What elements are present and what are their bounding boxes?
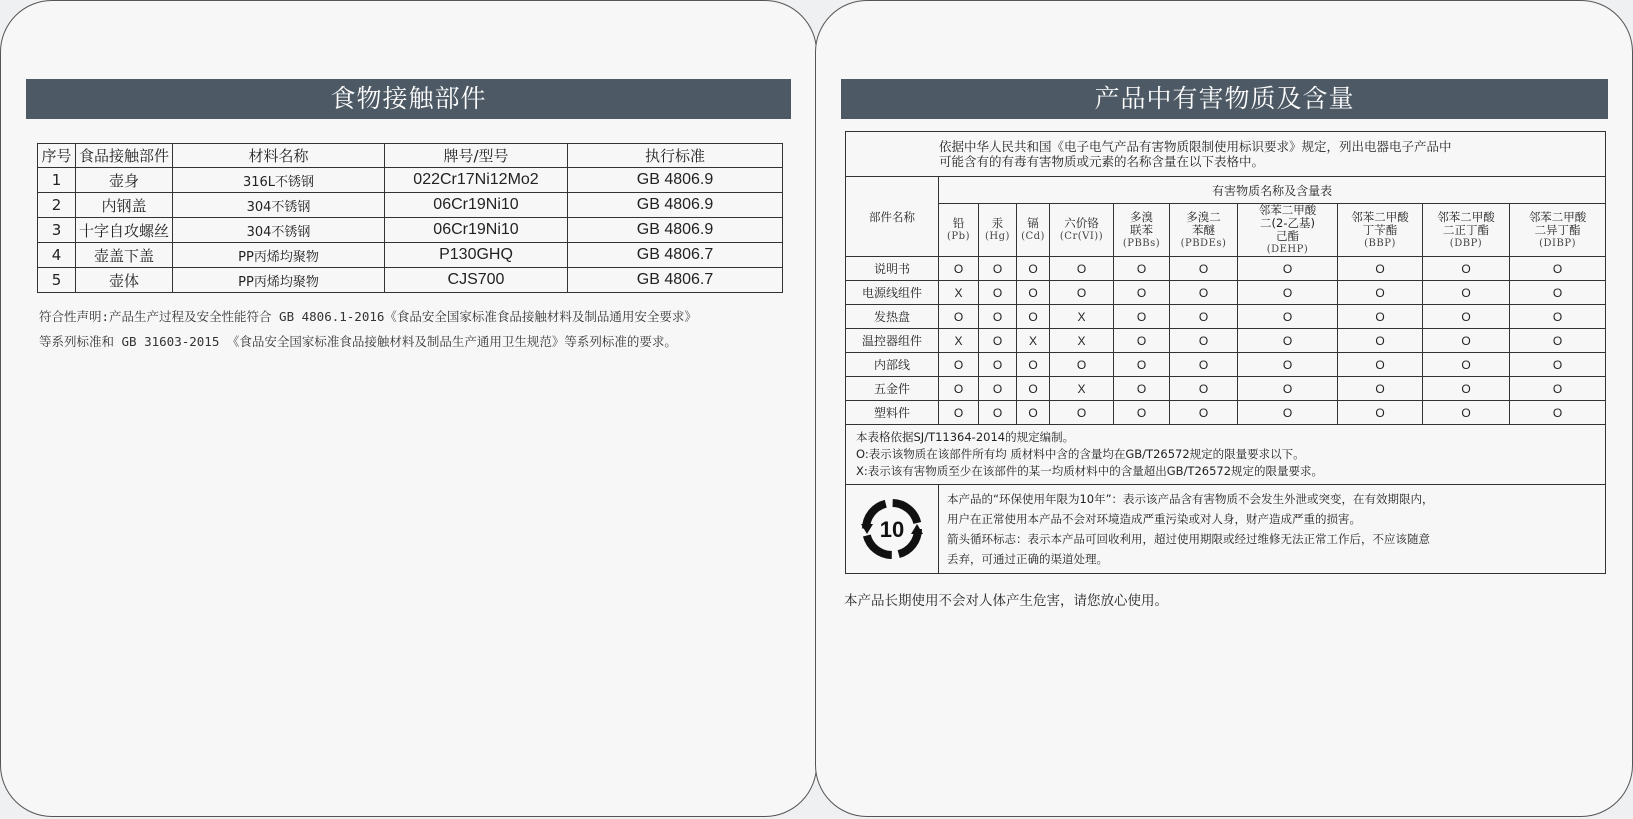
row-standard: GB 4806.7 bbox=[568, 268, 783, 293]
table-row bbox=[846, 353, 1606, 377]
substance-mark: O bbox=[1338, 257, 1423, 281]
substance-header bbox=[1050, 204, 1114, 257]
substance-mark: O bbox=[979, 329, 1017, 353]
substance-name: 六价铬 bbox=[1064, 216, 1099, 230]
substance-name: 镉 bbox=[1027, 216, 1039, 230]
table-row bbox=[846, 257, 1606, 281]
substance-mark: O bbox=[1338, 401, 1423, 425]
epup-logo-cell bbox=[846, 485, 939, 574]
table-row bbox=[846, 401, 1606, 425]
note-line: 本表格依据SJ/T11364-2014的规定编制。 bbox=[856, 430, 1075, 444]
row-part: 十字自攻螺丝 bbox=[76, 218, 173, 243]
substance-mark: O bbox=[1050, 257, 1114, 281]
substance-mark: O bbox=[1510, 401, 1606, 425]
epup-line: 用户在正常使用本产品不会对环境造成严重污染或对人身，财产造成严重的损害。 bbox=[947, 512, 1361, 526]
substance-name: 多溴二 苯醚 bbox=[1186, 209, 1221, 237]
substance-name: 汞 bbox=[991, 216, 1004, 230]
table-row bbox=[846, 305, 1606, 329]
col-header-grade: 牌号/型号 bbox=[385, 144, 568, 168]
intro-line: 依据中华人民共和国《电子电气产品有害物质限制使用标识要求》规定，列出电器电子产品中 bbox=[939, 139, 1452, 154]
part-name: 五金件 bbox=[846, 377, 939, 401]
substance-symbol: (Pb) bbox=[947, 231, 970, 242]
substance-mark: O bbox=[1238, 329, 1338, 353]
compliance-line: 符合性声明:产品生产过程及安全性能符合 GB 4806.1-2016《食品安全国家标准食品接触材料及制品通用安全要求》 bbox=[39, 309, 697, 324]
row-grade: 06Cr19Ni10 bbox=[385, 218, 568, 243]
substance-mark: O bbox=[1170, 281, 1238, 305]
row-index: 5 bbox=[38, 268, 76, 293]
food-contact-table bbox=[37, 143, 783, 293]
substance-mark: O bbox=[1423, 353, 1510, 377]
substance-header bbox=[1423, 204, 1510, 257]
substance-header bbox=[979, 204, 1017, 257]
table-row bbox=[846, 281, 1606, 305]
substance-mark: O bbox=[1170, 401, 1238, 425]
substance-mark: O bbox=[1114, 257, 1170, 281]
food-contact-title: 食物接触部件 bbox=[26, 79, 791, 119]
row-index: 4 bbox=[38, 243, 76, 268]
substance-mark: O bbox=[1423, 281, 1510, 305]
substance-symbol: (Hg) bbox=[985, 231, 1010, 242]
table-row bbox=[38, 268, 783, 293]
substance-header bbox=[1114, 204, 1170, 257]
substance-name: 邻苯二甲酸 二异丁酯 bbox=[1528, 209, 1587, 237]
substance-mark: O bbox=[1338, 305, 1423, 329]
substance-mark: O bbox=[939, 305, 979, 329]
substance-mark: O bbox=[1170, 353, 1238, 377]
substance-mark: O bbox=[1114, 281, 1170, 305]
substance-symbol: (BBP) bbox=[1364, 237, 1396, 249]
substance-header bbox=[1170, 204, 1238, 257]
substance-mark: O bbox=[979, 401, 1017, 425]
substance-group-header: 有害物质名称及含量表 bbox=[939, 177, 1606, 204]
row-part: 壶体 bbox=[76, 268, 173, 293]
substance-header bbox=[1017, 204, 1050, 257]
table-row bbox=[38, 168, 783, 193]
row-grade: 022Cr17Ni12Mo2 bbox=[385, 168, 568, 193]
table-row bbox=[38, 243, 783, 268]
substance-mark: O bbox=[1238, 257, 1338, 281]
col-header-material: 材料名称 bbox=[173, 144, 385, 168]
substance-symbol: (DEHP) bbox=[1266, 244, 1309, 255]
substance-mark: O bbox=[1238, 305, 1338, 329]
substance-header bbox=[1510, 204, 1606, 257]
compliance-line: 等系列标准和 GB 31603-2015 《食品安全国家标准食品接触材料及制品生产通用卫生规范》等系列标准的要求。 bbox=[39, 334, 677, 349]
substance-mark: O bbox=[1017, 281, 1050, 305]
right-panel bbox=[815, 0, 1633, 817]
row-material: 304不锈钢 bbox=[173, 218, 385, 243]
substance-header-row bbox=[846, 204, 1606, 257]
substance-mark: O bbox=[1050, 353, 1114, 377]
substance-mark: O bbox=[1423, 305, 1510, 329]
epup-line: 箭头循环标志：表示本产品可回收利用，超过使用期限或经过维修无法正常工作后，不应该随意 bbox=[947, 532, 1430, 546]
row-standard: GB 4806.9 bbox=[568, 168, 783, 193]
note-line: O:表示该物质在该部件所有均 质材料中含的含量均在GB/T26572规定的限量要求以下。 bbox=[856, 447, 1305, 461]
intro-line: 可能含有的有毒有害物质或元素的名称含量在以下表格中。 bbox=[939, 154, 1265, 169]
row-part: 壶盖下盖 bbox=[76, 243, 173, 268]
part-name: 电源线组件 bbox=[846, 281, 939, 305]
substance-mark: O bbox=[1338, 377, 1423, 401]
intro-text bbox=[846, 132, 1606, 177]
substance-mark: O bbox=[979, 281, 1017, 305]
table-header-row bbox=[38, 144, 783, 168]
col-header-part: 食品接触部件 bbox=[76, 144, 173, 168]
compliance-statement bbox=[39, 304, 799, 354]
substance-mark: O bbox=[939, 257, 979, 281]
substance-mark: O bbox=[1050, 281, 1114, 305]
col-header-standard: 执行标准 bbox=[568, 144, 783, 168]
substance-symbol: (Cd) bbox=[1021, 231, 1045, 242]
substance-name: 邻苯二甲酸 二正丁酯 bbox=[1437, 209, 1495, 237]
substance-mark: O bbox=[1423, 401, 1510, 425]
row-material: 304不锈钢 bbox=[173, 193, 385, 218]
notes-cell bbox=[846, 425, 1606, 485]
recycle-10-icon bbox=[855, 492, 929, 566]
row-standard: GB 4806.7 bbox=[568, 243, 783, 268]
substance-mark: O bbox=[1050, 401, 1114, 425]
substance-mark: O bbox=[939, 377, 979, 401]
substance-symbol: (PBBs) bbox=[1122, 237, 1161, 249]
row-standard: GB 4806.9 bbox=[568, 218, 783, 243]
substance-mark: O bbox=[1170, 257, 1238, 281]
substance-header bbox=[1238, 204, 1338, 257]
substance-mark: O bbox=[1510, 353, 1606, 377]
closing-statement: 本产品长期使用不会对人体产生危害，请您放心使用。 bbox=[844, 593, 1168, 609]
substance-mark: O bbox=[979, 257, 1017, 281]
note-line: X:表示该有害物质至少在该部件的某一均质材料中的含量超出GB/T26572规定的限量要求。 bbox=[856, 464, 1324, 478]
substance-mark: X bbox=[1017, 329, 1050, 353]
substance-mark: X bbox=[1050, 377, 1114, 401]
hazard-body bbox=[846, 257, 1606, 425]
row-grade: 06Cr19Ni10 bbox=[385, 193, 568, 218]
substance-mark: O bbox=[1170, 305, 1238, 329]
substance-mark: O bbox=[939, 353, 979, 377]
substance-header bbox=[939, 204, 979, 257]
substance-mark: O bbox=[1238, 401, 1338, 425]
substance-name: 多溴 联苯 bbox=[1130, 209, 1153, 237]
substance-mark: O bbox=[1238, 281, 1338, 305]
substance-mark: O bbox=[1338, 329, 1423, 353]
epup-line: 本产品的“环保使用年限为10年”：表示该产品含有害物质不会发生外泄或突变，在有效期限内， bbox=[947, 492, 1434, 506]
substance-mark: O bbox=[1114, 305, 1170, 329]
part-name: 内部线 bbox=[846, 353, 939, 377]
substance-mark: X bbox=[1050, 305, 1114, 329]
substance-mark: O bbox=[939, 401, 979, 425]
substance-symbol: (PBDEs) bbox=[1180, 237, 1227, 249]
substance-mark: O bbox=[1338, 281, 1423, 305]
substance-mark: O bbox=[1017, 257, 1050, 281]
substance-mark: O bbox=[1423, 377, 1510, 401]
row-grade: P130GHQ bbox=[385, 243, 568, 268]
substance-mark: X bbox=[1050, 329, 1114, 353]
table-row bbox=[846, 329, 1606, 353]
substance-mark: O bbox=[1510, 281, 1606, 305]
substance-mark: O bbox=[1017, 353, 1050, 377]
substance-name: 铅 bbox=[952, 216, 965, 230]
substance-mark: O bbox=[1423, 329, 1510, 353]
part-name: 说明书 bbox=[846, 257, 939, 281]
substance-mark: O bbox=[1238, 377, 1338, 401]
part-name: 塑料件 bbox=[846, 401, 939, 425]
substance-mark: O bbox=[1238, 353, 1338, 377]
substance-mark: O bbox=[1114, 401, 1170, 425]
substance-mark: X bbox=[939, 329, 979, 353]
substance-symbol: (DIBP) bbox=[1539, 237, 1576, 249]
part-name: 发热盘 bbox=[846, 305, 939, 329]
hazardous-substances-title: 产品中有害物质及含量 bbox=[841, 79, 1608, 119]
substance-mark: O bbox=[1114, 353, 1170, 377]
row-material: 316L不锈钢 bbox=[173, 168, 385, 193]
substance-name: 邻苯二甲酸 二(2-乙基) 己酯 bbox=[1258, 203, 1317, 243]
substance-mark: O bbox=[1017, 305, 1050, 329]
substance-mark: O bbox=[1114, 329, 1170, 353]
substance-name: 邻苯二甲酸 丁苄酯 bbox=[1351, 209, 1409, 237]
row-material: PP丙烯均聚物 bbox=[173, 243, 385, 268]
epup-line: 丢弃，可通过正确的渠道处理。 bbox=[947, 552, 1108, 566]
epup-text bbox=[939, 485, 1606, 574]
row-standard: GB 4806.9 bbox=[568, 193, 783, 218]
substance-mark: O bbox=[1114, 377, 1170, 401]
row-part: 内钢盖 bbox=[76, 193, 173, 218]
part-name: 温控器组件 bbox=[846, 329, 939, 353]
left-panel bbox=[0, 0, 817, 817]
substance-mark: O bbox=[1338, 353, 1423, 377]
row-part: 壶身 bbox=[76, 168, 173, 193]
row-index: 1 bbox=[38, 168, 76, 193]
row-index: 2 bbox=[38, 193, 76, 218]
table-row bbox=[846, 377, 1606, 401]
substance-mark: O bbox=[1017, 377, 1050, 401]
substance-mark: X bbox=[939, 281, 979, 305]
col-header-index: 序号 bbox=[38, 144, 76, 168]
substance-symbol: (Cr(VI)) bbox=[1059, 231, 1104, 242]
substance-mark: O bbox=[1170, 329, 1238, 353]
hazardous-substances-table bbox=[845, 131, 1606, 574]
substance-mark: O bbox=[979, 305, 1017, 329]
substance-mark: O bbox=[1510, 377, 1606, 401]
row-grade: CJS700 bbox=[385, 268, 568, 293]
substance-mark: O bbox=[1170, 377, 1238, 401]
substance-mark: O bbox=[1017, 401, 1050, 425]
row-index: 3 bbox=[38, 218, 76, 243]
epup-number: 10 bbox=[879, 517, 905, 542]
substance-mark: O bbox=[979, 377, 1017, 401]
part-name-header: 部件名称 bbox=[846, 177, 939, 257]
substance-symbol: (DBP) bbox=[1449, 237, 1483, 249]
substance-mark: O bbox=[1423, 257, 1510, 281]
substance-mark: O bbox=[979, 353, 1017, 377]
substance-header bbox=[1338, 204, 1423, 257]
substance-mark: O bbox=[1510, 329, 1606, 353]
substance-mark: O bbox=[1510, 305, 1606, 329]
row-material: PP丙烯均聚物 bbox=[173, 268, 385, 293]
table-row bbox=[38, 218, 783, 243]
substance-mark: O bbox=[1510, 257, 1606, 281]
table-row bbox=[38, 193, 783, 218]
